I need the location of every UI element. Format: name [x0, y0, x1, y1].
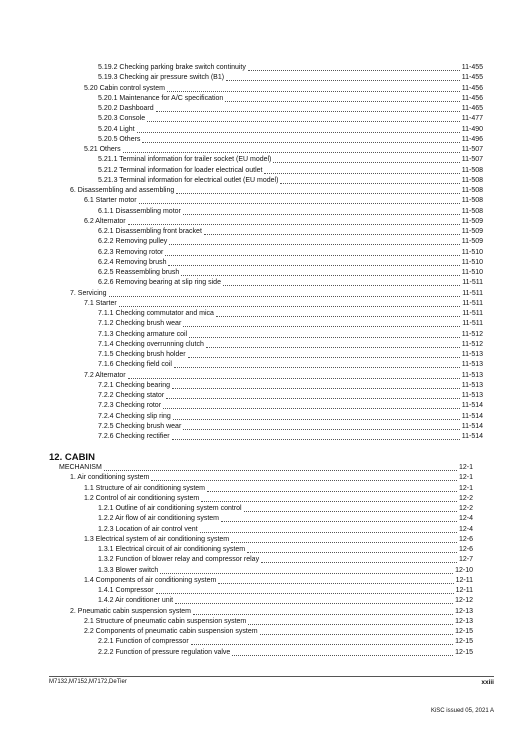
footer-page-number: xxiii	[481, 679, 494, 686]
toc-entry-title: 6.1 Starter motor	[84, 197, 137, 205]
toc-entry-title: 7.1.6 Checking field coil	[98, 361, 172, 369]
toc-entry-title: 7.1 Starter	[84, 299, 117, 307]
toc-dot-leader	[109, 295, 461, 297]
toc-entry-page: 12-2	[458, 494, 473, 502]
toc-dot-leader	[176, 192, 459, 194]
toc-entry[interactable]	[84, 299, 483, 309]
toc-entry-page: 11-513	[461, 351, 483, 358]
toc-entry-title: 1.2.2 Air flow of air conditioning system	[98, 515, 220, 523]
toc-entry-title: 6.2.2 Removing pulley	[98, 238, 168, 246]
toc-entry[interactable]	[84, 217, 483, 227]
toc-dot-leader	[216, 315, 460, 317]
toc-dot-leader	[183, 325, 460, 327]
toc-entry-page: 11-513	[461, 371, 483, 379]
toc-entry-page: 11-511	[462, 279, 483, 287]
toc-entry-title: 2. Pneumatic cabin suspension system	[70, 607, 192, 615]
toc-entry[interactable]	[98, 278, 483, 288]
toc-dot-leader	[247, 551, 457, 553]
toc-entry-page: 11-513	[461, 361, 483, 369]
toc-entry-title: 5.20.5 Others	[98, 135, 141, 143]
toc-dot-leader	[244, 510, 457, 512]
toc-entry-page: 11-456	[461, 84, 483, 92]
toc-dot-leader	[168, 264, 459, 266]
toc-entry[interactable]	[98, 104, 483, 114]
toc-entry-page: 11-455	[461, 64, 483, 71]
toc-dot-leader	[173, 418, 460, 420]
toc-dot-leader	[200, 531, 457, 533]
toc-entry-page: 12-13	[455, 617, 473, 625]
toc-dot-leader	[165, 254, 459, 256]
toc-entry-page: 11-508	[461, 176, 483, 184]
toc-dot-leader	[163, 407, 460, 409]
toc-entry-title: 1.3.2 Function of blower relay and compressor relay	[98, 556, 260, 564]
toc-entry-page: 11-511	[462, 320, 483, 328]
toc-entry[interactable]	[98, 596, 473, 606]
toc-entry-page: 11-509	[461, 228, 483, 235]
toc-entry[interactable]	[98, 401, 483, 411]
toc-dot-leader	[231, 541, 457, 543]
toc-entry-title: 2.2.2 Function of pressure regulation valve	[98, 648, 231, 656]
toc-entry-page: 11-511	[462, 299, 483, 307]
toc-entry[interactable]	[98, 381, 483, 391]
toc-entry-page: 11-512	[461, 330, 483, 338]
toc-entry-title: 2.1 Structure of pneumatic cabin suspension system	[84, 617, 247, 625]
toc-dot-leader	[248, 69, 460, 71]
toc-dot-leader	[188, 356, 460, 358]
toc-dot-leader	[175, 602, 453, 604]
toc-entry-title: 7.1.3 Checking armature coil	[98, 330, 188, 338]
toc-entry[interactable]	[98, 227, 483, 237]
toc-entry-page: 11-507	[461, 156, 483, 164]
toc-entry-page: 11-514	[461, 433, 483, 440]
toc-dot-leader	[137, 131, 460, 133]
toc-dot-leader	[151, 479, 457, 481]
toc-entry-page: 12-15	[455, 648, 473, 656]
toc-entry[interactable]	[98, 176, 483, 186]
toc-entry-title: 7.2.5 Checking brush wear	[98, 422, 182, 430]
toc-entry[interactable]	[70, 473, 473, 483]
toc-entry-title: 1.4 Components of air conditioning system	[84, 576, 217, 584]
toc-entry[interactable]	[98, 237, 483, 247]
toc-entry-title: 6.2.6 Removing bearing at slip ring side	[98, 279, 221, 287]
toc-entry-page: 11-513	[461, 392, 483, 399]
toc-entry[interactable]	[98, 330, 483, 340]
toc-entry-title: 1.3.1 Electrical circuit of air conditioning system	[98, 546, 246, 553]
toc-entry-page: 11-514	[461, 412, 483, 420]
toc-entry-title: 7.2.1 Checking bearing	[98, 381, 170, 389]
toc-dot-leader	[142, 141, 459, 143]
toc-entry-page: 11-507	[461, 146, 483, 153]
toc-entry[interactable]	[98, 319, 483, 329]
toc-entry[interactable]	[98, 648, 473, 658]
toc-entry-page: 11-508	[461, 187, 483, 194]
toc-dot-leader	[264, 172, 459, 174]
toc-dot-leader	[169, 243, 459, 245]
toc-entry[interactable]	[98, 504, 473, 514]
toc-entry-page: 11-455	[461, 74, 483, 82]
toc-entry[interactable]	[84, 535, 473, 545]
toc-entry-page: 11-477	[461, 115, 483, 123]
toc-entry[interactable]	[98, 309, 483, 319]
toc-dot-leader	[201, 500, 457, 502]
toc-entry-title: 1.3 Electrical system of air conditioning system	[84, 535, 230, 543]
toc-dot-leader	[172, 438, 460, 440]
toc-dot-leader	[183, 213, 460, 215]
toc-dot-leader	[189, 336, 460, 338]
toc-entry-title: 1.2.3 Location of air control vent	[98, 525, 198, 533]
toc-dot-leader	[167, 90, 460, 92]
toc-entry-title: 1.3.3 Blower switch	[98, 566, 159, 574]
toc-entry-title: 7.1.1 Checking commutator and mica	[98, 310, 214, 317]
toc-entry[interactable]	[98, 555, 473, 565]
toc-entry-page: 12-1	[458, 474, 473, 482]
toc-entry[interactable]	[98, 566, 473, 576]
toc-dot-leader	[128, 223, 460, 225]
toc-entry-page: 12-4	[458, 525, 473, 533]
toc-entry-page: 11-510	[461, 258, 483, 266]
toc-dot-leader	[156, 110, 460, 112]
toc-dot-leader	[260, 633, 454, 635]
toc-entry[interactable]	[84, 84, 483, 94]
toc-dot-leader	[221, 520, 457, 522]
toc-entry-page: 12-7	[458, 556, 473, 564]
toc-entry-page: 11-508	[461, 166, 483, 174]
toc-entry-title: 6.2 Alternator	[84, 217, 126, 225]
toc-entry[interactable]	[84, 371, 483, 381]
toc-entry[interactable]	[98, 258, 483, 268]
toc-entry-title: 6.2.4 Removing brush	[98, 258, 167, 266]
toc-entry-title: 5.21.2 Terminal information for loader electrical outlet	[98, 166, 263, 174]
toc-entry[interactable]	[84, 576, 473, 586]
toc-entry[interactable]	[98, 94, 483, 104]
toc-dot-leader	[191, 643, 453, 645]
toc-entry-page: 11-496	[461, 135, 483, 143]
toc-entry[interactable]	[98, 114, 483, 124]
toc-entry[interactable]	[98, 391, 483, 401]
toc-entry[interactable]	[98, 125, 483, 135]
toc-entry[interactable]	[70, 186, 483, 196]
toc-entry[interactable]	[98, 360, 483, 370]
footer-divider	[49, 676, 494, 677]
toc-entry-title: 5.20.4 Light	[98, 125, 135, 133]
toc-entry[interactable]	[84, 484, 473, 494]
toc-entry[interactable]	[98, 514, 473, 524]
toc-entry-title: 7.1.4 Checking overrunning clutch	[98, 340, 204, 348]
toc-entry-title: 5.19.3 Checking air pressure switch (B1)	[98, 74, 225, 82]
toc-entry[interactable]	[98, 268, 483, 278]
toc-entry-title: 1.2.1 Outline of air conditioning system control	[98, 505, 242, 512]
footer-models: M7132,M7152,M7172,DeTier	[49, 679, 127, 685]
toc-entry-title: 2.2 Components of pneumatic cabin suspension system	[84, 628, 258, 635]
toc-dot-leader	[261, 561, 457, 563]
toc-entry-title: 5.19.2 Checking parking brake switch continuity	[98, 64, 246, 71]
toc-entry-page: 11-511	[462, 289, 483, 297]
toc-dot-leader	[204, 233, 460, 235]
toc-entry-title: 7.2.2 Checking stator	[98, 392, 165, 399]
toc-dot-leader	[218, 582, 453, 584]
toc-dot-leader	[181, 274, 459, 276]
toc-entry-page: 12-2	[458, 505, 473, 512]
toc-entry-title: 7.2.6 Checking rectifier	[98, 433, 170, 440]
toc-entry-title: 6. Disassembling and assembling	[70, 187, 175, 194]
toc-entry-page: 12-6	[458, 546, 473, 553]
toc-entry[interactable]	[98, 155, 483, 165]
chapter-heading: 12. CABIN	[49, 452, 95, 463]
toc-entry-page: 11-490	[461, 125, 483, 133]
toc-entry[interactable]	[98, 166, 483, 176]
toc-entry-title: 7.1.5 Checking brush holder	[98, 351, 186, 358]
toc-entry-page: 12-13	[455, 607, 473, 615]
toc-entry-title: 7.2.4 Checking slip ring	[98, 412, 171, 420]
toc-entry-page: 11-511	[462, 310, 483, 317]
toc-entry[interactable]	[70, 289, 483, 299]
toc-dot-leader	[160, 572, 453, 574]
toc-entry-title: 1.2 Control of air conditioning system	[84, 494, 200, 502]
toc-dot-leader	[119, 305, 461, 307]
toc-entry-page: 12-11	[455, 576, 473, 584]
toc-dot-leader	[232, 654, 453, 656]
toc-entry-title: 6.2.5 Reassembling brush	[98, 269, 180, 276]
toc-dot-leader	[174, 366, 460, 368]
toc-entry-title: 5.20.3 Console	[98, 115, 146, 123]
toc-dot-leader	[207, 490, 457, 492]
toc-entry[interactable]	[84, 145, 483, 155]
toc-entry[interactable]	[59, 463, 473, 473]
toc-dot-leader	[128, 377, 460, 379]
toc-entry[interactable]	[98, 586, 473, 596]
toc-entry[interactable]	[84, 196, 483, 206]
toc-entry-title: 1.1 Structure of air conditioning system	[84, 484, 206, 492]
toc-entry-title: MECHANISM	[59, 464, 102, 471]
toc-entry-title: 5.20.2 Dashboard	[98, 105, 154, 112]
toc-entry-page: 11-510	[461, 248, 483, 256]
toc-dot-leader	[139, 202, 460, 204]
toc-dot-leader	[183, 428, 459, 430]
toc-entry-page: 11-509	[461, 238, 483, 246]
toc-entry-title: 5.20 Cabin control system	[84, 84, 165, 92]
toc-entry[interactable]	[98, 350, 483, 360]
toc-entry[interactable]	[98, 207, 483, 217]
toc-dot-leader	[223, 284, 460, 286]
toc-entry-title: 7.1.2 Checking brush wear	[98, 320, 182, 328]
toc-entry-title: 5.21.1 Terminal information for trailer socket (EU model)	[98, 156, 272, 164]
toc-dot-leader	[123, 151, 460, 153]
toc-entry-title: 1.4.1 Compressor	[98, 587, 154, 594]
toc-dot-leader	[206, 346, 460, 348]
toc-entry-title: 7. Servicing	[70, 289, 107, 297]
toc-entry-title: 2.2.1 Function of compressor	[98, 638, 189, 646]
toc-entry-title: 5.21 Others	[84, 146, 121, 153]
toc-entry-title: 6.2.3 Removing rotor	[98, 248, 164, 256]
toc-entry[interactable]	[98, 412, 483, 422]
toc-entry[interactable]	[98, 63, 483, 73]
toc-dot-leader	[166, 397, 460, 399]
toc-entry-page: 12-1	[458, 464, 473, 471]
toc-entry[interactable]	[84, 494, 473, 504]
toc-entry-page: 12-11	[455, 587, 473, 594]
issued-note: KiSC issued 05, 2021 A	[430, 708, 494, 714]
toc-entry-title: 7.2 Alternator	[84, 371, 126, 379]
toc-entry-page: 12-6	[458, 535, 473, 543]
toc-entry-page: 11-509	[461, 217, 483, 225]
toc-entry-page: 11-513	[461, 381, 483, 389]
toc-entry-page: 12-10	[455, 566, 473, 574]
toc-entry-page: 11-456	[461, 94, 483, 102]
toc-entry[interactable]	[98, 248, 483, 258]
toc-entry-page: 11-514	[461, 402, 483, 410]
toc-dot-leader	[225, 100, 459, 102]
toc-entry[interactable]	[70, 607, 473, 617]
toc-entry-page: 11-465	[461, 105, 483, 112]
toc-entry[interactable]	[98, 432, 483, 442]
toc-dot-leader	[280, 182, 459, 184]
toc-dot-leader	[156, 592, 454, 594]
toc-dot-leader	[147, 120, 460, 122]
toc-dot-leader	[172, 387, 460, 389]
toc-entry[interactable]	[84, 627, 473, 637]
toc-entry-page: 12-12	[455, 597, 473, 605]
toc-entry-page: 12-15	[455, 628, 473, 635]
toc-entry-title: 5.21.3 Terminal information for electrical outlet (EU model)	[98, 176, 279, 184]
toc-entry[interactable]	[98, 525, 473, 535]
toc-entry-page: 12-4	[458, 515, 473, 523]
toc-entry[interactable]	[98, 73, 483, 83]
toc-entry[interactable]	[98, 422, 483, 432]
toc-entry-title: 1.4.2 Air conditioner unit	[98, 597, 174, 605]
toc-entry[interactable]	[98, 135, 483, 145]
toc-entry-page: 12-15	[455, 638, 473, 646]
toc-entry-title: 5.20.1 Maintenance for A/C specification	[98, 94, 224, 102]
toc-entry-title: 1. Air conditioning system	[70, 474, 150, 482]
toc-entry[interactable]	[84, 617, 473, 627]
toc-entry[interactable]	[98, 545, 473, 555]
toc-entry-title: 7.2.3 Checking rotor	[98, 402, 162, 410]
toc-entry-page: 11-510	[461, 269, 483, 276]
toc-dot-leader	[273, 161, 459, 163]
toc-entry-page: 12-1	[458, 484, 473, 492]
toc-entry-title: 6.2.1 Disassembling front bracket	[98, 228, 202, 235]
toc-entry-page: 11-508	[461, 207, 483, 215]
toc-entry-page: 11-508	[461, 197, 483, 205]
toc-entry[interactable]	[98, 340, 483, 350]
toc-entry-title: 6.1.1 Disassembling motor	[98, 207, 181, 215]
toc-entry-page: 11-514	[461, 422, 483, 430]
toc-entry-page: 11-512	[461, 340, 483, 348]
toc-dot-leader	[248, 623, 453, 625]
toc-dot-leader	[226, 79, 460, 81]
toc-entry[interactable]	[98, 637, 473, 647]
toc-dot-leader	[193, 613, 453, 615]
toc-dot-leader	[104, 469, 457, 471]
